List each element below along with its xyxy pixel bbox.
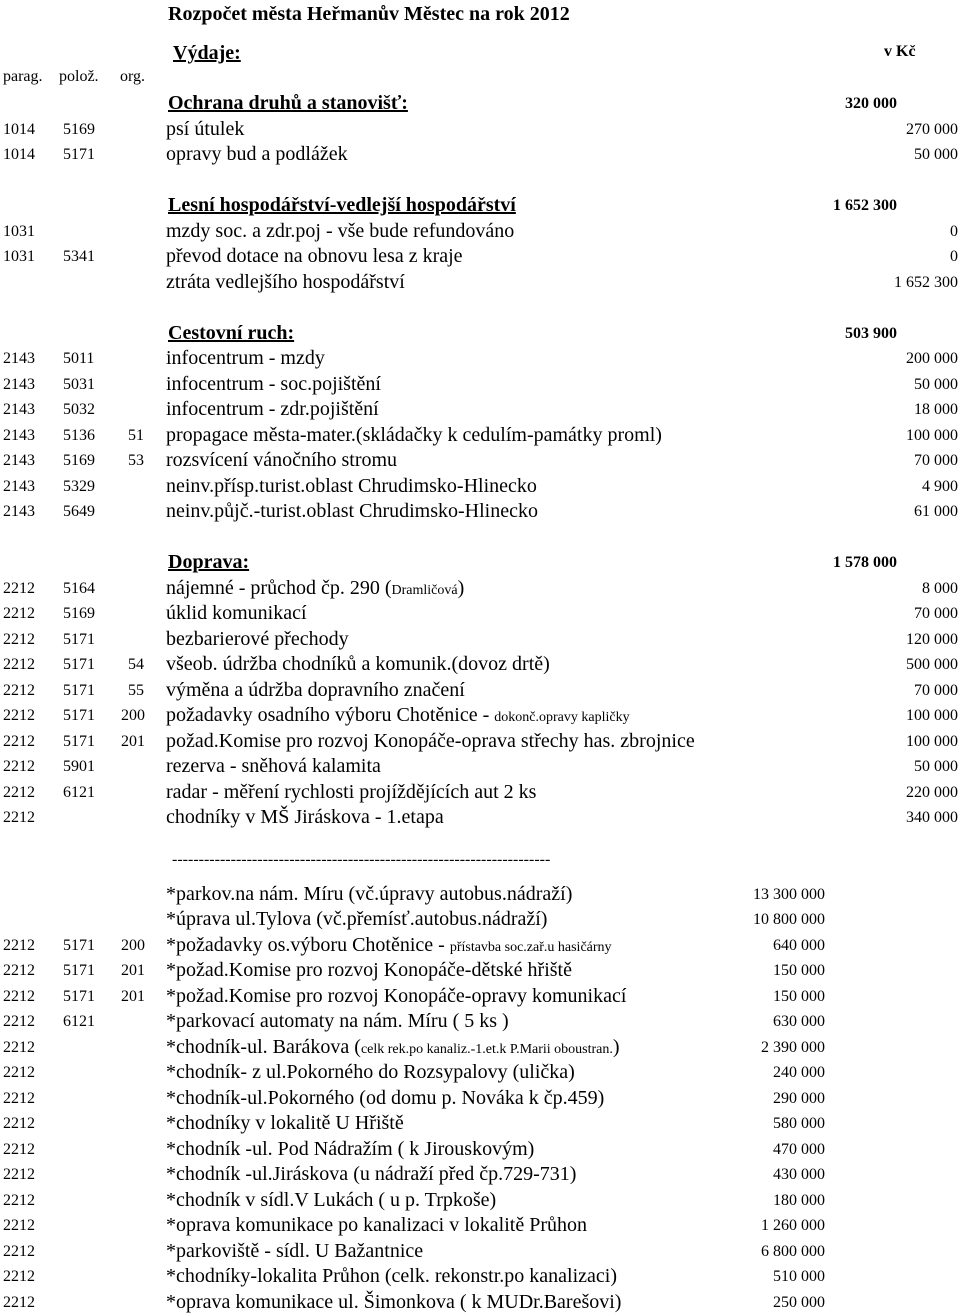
item-code: 5169 [63, 452, 95, 469]
item-description [166, 782, 536, 802]
item-amount: 250 000 [773, 1294, 825, 1311]
description-text: *chodník- z ul.Pokorného do Rozsypalovy (ulička) [166, 1061, 575, 1083]
item-amount: 430 000 [773, 1166, 825, 1183]
description-text: ztráta vedlejšího hospodářství [166, 271, 405, 293]
item-amount: 340 000 [906, 809, 958, 826]
section-title: Cestovní ruch: [168, 322, 295, 344]
item-amount: 1 652 300 [894, 274, 958, 291]
paragraph-code: 2212 [3, 1013, 35, 1030]
item-code: 5171 [63, 962, 95, 979]
planned-item-description [166, 1241, 423, 1261]
paragraph-code: 2143 [3, 427, 35, 444]
org-code: 53 [128, 452, 144, 469]
item-description [166, 374, 381, 394]
paragraph-code: 2212 [3, 1141, 35, 1158]
description-text: *chodník -ul. Pod Nádražím ( k Jirouskovým) [166, 1138, 535, 1160]
planned-item-description [166, 1292, 621, 1312]
description-note: celk rek.po kanaliz.-1.et.k P.Marii oboustran. [360, 1042, 613, 1057]
org-code: 200 [121, 937, 145, 954]
paragraph-code: 2212 [3, 1039, 35, 1056]
col-header-poloz: polož. [59, 68, 99, 85]
paragraph-code: 2212 [3, 1268, 35, 1285]
paragraph-code: 1031 [3, 223, 35, 240]
paragraph-code: 2212 [3, 605, 35, 622]
description-text: psí útulek [166, 118, 245, 140]
item-code: 5649 [63, 503, 95, 520]
item-amount: 290 000 [773, 1090, 825, 1107]
item-description [166, 272, 405, 292]
paragraph-code: 2143 [3, 376, 35, 393]
planned-item-description [166, 1215, 587, 1235]
description-text: rozsvícení vánočního stromu [166, 449, 398, 471]
description-text: *požadavky os.výboru Chotěnice - [166, 934, 450, 956]
item-amount: 4 900 [922, 478, 958, 495]
item-code: 5171 [63, 146, 95, 163]
item-code: 5171 [63, 733, 95, 750]
description-text: infocentrum - mzdy [166, 347, 325, 369]
description-text: *požad.Komise pro rozvoj Konopáče-dětské hřiště [166, 959, 572, 981]
item-code: 5169 [63, 605, 95, 622]
item-description [166, 399, 379, 419]
description-note: Dramličová [391, 583, 458, 598]
item-amount: 1 260 000 [761, 1217, 825, 1234]
paragraph-code: 2143 [3, 503, 35, 520]
item-amount: 10 800 000 [753, 911, 825, 928]
description-text: všeob. údržba chodníků a komunik.(dovoz drtě) [166, 653, 550, 675]
description-text: převod dotace na obnovu lesa z kraje [166, 245, 463, 267]
org-code: 55 [128, 682, 144, 699]
section-total: 1 652 300 [833, 197, 897, 214]
section-total: 503 900 [845, 325, 897, 342]
item-amount: 500 000 [906, 656, 958, 673]
planned-item-description [166, 1190, 496, 1210]
description-text: *oprava komunikace ul. Šimonkova ( k MUDr.Barešovi) [166, 1291, 622, 1313]
paragraph-code: 1014 [3, 121, 35, 138]
item-description [166, 144, 348, 164]
item-amount: 70 000 [914, 605, 958, 622]
description-text: *chodníky v lokalitě U Hřiště [166, 1112, 404, 1134]
item-amount: 8 000 [922, 580, 958, 597]
item-amount: 180 000 [773, 1192, 825, 1209]
description-text: infocentrum - soc.pojištění [166, 373, 381, 395]
item-code: 5171 [63, 988, 95, 1005]
description-text: bezbarierové přechody [166, 628, 349, 650]
separator-line: ----------------------------------------------------------------------- [172, 851, 551, 868]
item-amount: 50 000 [914, 758, 958, 775]
item-amount: 61 000 [914, 503, 958, 520]
section-title: Doprava: [168, 551, 250, 573]
description-text: požadavky osadního výboru Chotěnice - [166, 704, 495, 726]
col-header-parag: parag. [3, 68, 43, 85]
planned-item-description [166, 1088, 604, 1108]
description-text: *chodník-ul.Pokorného (od domu p. Nováka k čp.459) [166, 1087, 605, 1109]
description-text: *chodníky-lokalita Průhon (celk. rekonstr.po kanalizaci) [166, 1265, 617, 1287]
item-amount: 50 000 [914, 376, 958, 393]
planned-item-description [166, 986, 626, 1006]
item-amount: 70 000 [914, 452, 958, 469]
paragraph-code: 2212 [3, 682, 35, 699]
paragraph-code: 2212 [3, 758, 35, 775]
description-text: *chodník v sídl.V Lukách ( u p. Trpkoše) [166, 1189, 497, 1211]
planned-item-description [166, 1113, 404, 1133]
section-heading-vydaje: Výdaje: [173, 42, 241, 64]
item-description [166, 450, 397, 470]
paragraph-code: 1031 [3, 248, 35, 265]
item-amount: 630 000 [773, 1013, 825, 1030]
item-amount: 13 300 000 [753, 886, 825, 903]
description-text: mzdy soc. a zdr.poj - vše bude refundováno [166, 220, 515, 242]
paragraph-code: 2212 [3, 656, 35, 673]
description-text: propagace města-mater.(skládačky k cedulím-památky proml) [166, 424, 662, 446]
item-amount: 240 000 [773, 1064, 825, 1081]
item-amount: 580 000 [773, 1115, 825, 1132]
item-amount: 100 000 [906, 707, 958, 724]
item-code: 5901 [63, 758, 95, 775]
item-description [166, 425, 662, 445]
item-amount: 120 000 [906, 631, 958, 648]
item-amount: 640 000 [773, 937, 825, 954]
item-code: 5171 [63, 631, 95, 648]
description-text: neinv.přísp.turist.oblast Chrudimsko-Hlinecko [166, 475, 537, 497]
paragraph-code: 2212 [3, 733, 35, 750]
description-text: *požad.Komise pro rozvoj Konopáče-opravy komunikací [166, 985, 627, 1007]
org-code: 201 [121, 733, 145, 750]
item-amount: 18 000 [914, 401, 958, 418]
item-amount: 50 000 [914, 146, 958, 163]
item-code: 5329 [63, 478, 95, 495]
description-text: rezerva - sněhová kalamita [166, 755, 381, 777]
item-description [166, 705, 630, 725]
item-code: 5169 [63, 121, 95, 138]
item-description [166, 348, 325, 368]
description-tail: ) [612, 1036, 620, 1058]
planned-item-description [166, 935, 612, 955]
item-code: 6121 [63, 784, 95, 801]
item-code: 5171 [63, 937, 95, 954]
org-code: 200 [121, 707, 145, 724]
paragraph-code: 2143 [3, 350, 35, 367]
item-description [166, 578, 464, 598]
planned-item-description [166, 1062, 575, 1082]
item-amount: 470 000 [773, 1141, 825, 1158]
item-description [166, 756, 381, 776]
section-total: 320 000 [845, 95, 897, 112]
description-text: chodníky v MŠ Jiráskova - 1.etapa [166, 806, 444, 828]
item-description [166, 246, 463, 266]
paragraph-code: 2212 [3, 1064, 35, 1081]
paragraph-code: 2212 [3, 1192, 35, 1209]
item-amount: 0 [950, 223, 958, 240]
item-description [166, 629, 349, 649]
planned-item-description [166, 1011, 509, 1031]
paragraph-code: 2143 [3, 401, 35, 418]
currency-note: v Kč [884, 43, 916, 60]
description-text: *parkov.na nám. Míru (vč.úpravy autobus.nádraží) [166, 883, 573, 905]
item-code: 6121 [63, 1013, 95, 1030]
planned-item-description [166, 884, 572, 904]
item-code: 5031 [63, 376, 95, 393]
document-title: Rozpočet města Heřmanův Městec na rok 2012 [168, 3, 570, 25]
item-description [166, 119, 244, 139]
planned-item-description [166, 909, 547, 929]
item-code: 5171 [63, 656, 95, 673]
paragraph-code: 2212 [3, 1294, 35, 1311]
item-amount: 0 [950, 248, 958, 265]
description-note: přístavba soc.zař.u hasičárny [449, 940, 612, 955]
description-text: požad.Komise pro rozvoj Konopáče-oprava střechy has. zbrojnice [166, 730, 695, 752]
item-amount: 510 000 [773, 1268, 825, 1285]
section-title: Lesní hospodářství-vedlejší hospodářství [168, 194, 516, 216]
item-amount: 100 000 [906, 427, 958, 444]
org-code: 51 [128, 427, 144, 444]
planned-item-description [166, 1139, 534, 1159]
paragraph-code: 2212 [3, 1243, 35, 1260]
item-code: 5171 [63, 707, 95, 724]
item-description [166, 221, 514, 241]
planned-item-description [166, 960, 572, 980]
paragraph-code: 2212 [3, 707, 35, 724]
planned-item-description [166, 1266, 617, 1286]
paragraph-code: 2212 [3, 1115, 35, 1132]
item-code: 5032 [63, 401, 95, 418]
description-text: opravy bud a podlážek [166, 143, 348, 165]
description-text: úklid komunikací [166, 602, 307, 624]
item-code: 5136 [63, 427, 95, 444]
planned-item-description [166, 1164, 576, 1184]
item-amount: 100 000 [906, 733, 958, 750]
item-amount: 220 000 [906, 784, 958, 801]
item-amount: 200 000 [906, 350, 958, 367]
item-amount: 6 800 000 [761, 1243, 825, 1260]
description-text: *úprava ul.Tylova (vč.přemísť.autobus.nádraží) [166, 908, 548, 930]
item-code: 5164 [63, 580, 95, 597]
description-text: neinv.půjč.-turist.oblast Chrudimsko-Hlinecko [166, 500, 538, 522]
description-text: *parkovací automaty na nám. Míru ( 5 ks ) [166, 1010, 509, 1032]
paragraph-code: 1014 [3, 146, 35, 163]
paragraph-code: 2212 [3, 1166, 35, 1183]
section-title: Ochrana druhů a stanovišť: [168, 92, 408, 114]
description-text: nájemné - průchod čp. 290 ( [166, 577, 392, 599]
item-code: 5011 [63, 350, 95, 367]
col-header-org: org. [120, 68, 146, 85]
item-description [166, 654, 550, 674]
paragraph-code: 2212 [3, 631, 35, 648]
paragraph-code: 2212 [3, 809, 35, 826]
item-code: 5341 [63, 248, 95, 265]
item-description [166, 807, 444, 827]
paragraph-code: 2143 [3, 478, 35, 495]
paragraph-code: 2212 [3, 580, 35, 597]
item-description [166, 603, 307, 623]
paragraph-code: 2212 [3, 1217, 35, 1234]
paragraph-code: 2212 [3, 937, 35, 954]
paragraph-code: 2212 [3, 784, 35, 801]
item-amount: 2 390 000 [761, 1039, 825, 1056]
description-text: *chodník-ul. Barákova ( [166, 1036, 361, 1058]
item-description [166, 731, 695, 751]
item-description [166, 501, 538, 521]
paragraph-code: 2143 [3, 452, 35, 469]
org-code: 54 [128, 656, 144, 673]
section-total: 1 578 000 [833, 554, 897, 571]
description-text: *oprava komunikace po kanalizaci v lokalitě Průhon [166, 1214, 587, 1236]
item-amount: 150 000 [773, 962, 825, 979]
paragraph-code: 2212 [3, 988, 35, 1005]
org-code: 201 [121, 962, 145, 979]
description-text: výměna a údržba dopravního značení [166, 679, 465, 701]
item-description [166, 476, 537, 496]
org-code: 201 [121, 988, 145, 1005]
description-tail: ) [457, 577, 465, 599]
description-text: infocentrum - zdr.pojištění [166, 398, 379, 420]
planned-item-description [166, 1037, 620, 1057]
description-note: dokonč.opravy kapličky [494, 710, 630, 725]
item-amount: 270 000 [906, 121, 958, 138]
item-code: 5171 [63, 682, 95, 699]
description-text: radar - měření rychlosti projíždějících aut 2 ks [166, 781, 537, 803]
item-amount: 70 000 [914, 682, 958, 699]
description-text: *chodník -ul.Jiráskova (u nádraží před čp.729-731) [166, 1163, 577, 1185]
description-text: *parkoviště - sídl. U Bažantnice [166, 1240, 424, 1262]
item-description [166, 680, 465, 700]
paragraph-code: 2212 [3, 962, 35, 979]
item-amount: 150 000 [773, 988, 825, 1005]
paragraph-code: 2212 [3, 1090, 35, 1107]
